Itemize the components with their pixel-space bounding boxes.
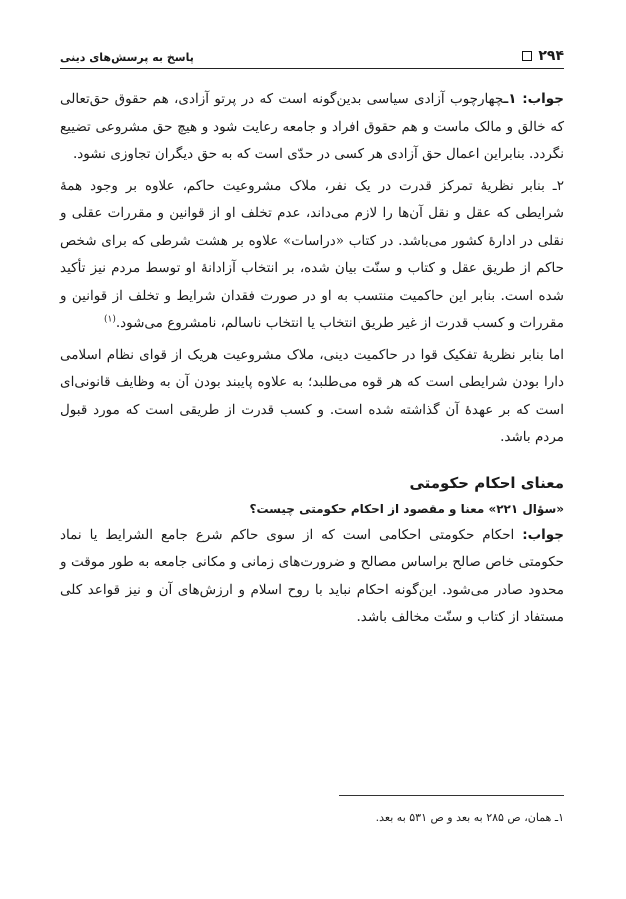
section-title: معنای احکام حکومتی <box>409 473 564 492</box>
paragraph-1 <box>60 86 564 169</box>
page-header <box>60 38 564 64</box>
answer-text: احکام حکومتی احکامی است که از سوی حاکم شرع جامع الشرایط یا نماد حکومتی خاص صالح براساس مصالح و ضرورت‌های زمانی و مکانی جامعه به طور موقت و محدود صادر می‌شود. این‌گونه احکام نباید با روح اسلام و ارزش‌های آن و نیز قواعد کلی مستفاد از کتاب و سنّت مخالف باشد. <box>60 526 564 625</box>
header-divider <box>60 68 564 69</box>
answer-label-2: جواب: <box>522 526 565 543</box>
question-heading: «سؤال ۲۲۱» معنا و مقصود از احکام حکومتی چیست؟ <box>249 501 564 516</box>
footnote: ۱ـ همان، ص ۲۸۵ به بعد و ص ۵۳۱ به بعد. <box>375 811 564 824</box>
paragraph-3-text: اما بنابر نظریهٔ تفکیک قوا در حاکمیت دینی، ملاک مشروعیت هریک از قوای نظام اسلامی دارا بودن شرایطی است که هر قوه می‌طلبد؛ به علاوه پایبند بودن آن به وظایف قانونی‌ای است که بر عهدهٔ آن گذاشته شده است. و کسب قدرت از طریقی است که مورد قبول مردم باشد. <box>60 346 564 445</box>
footnote-divider <box>339 795 564 796</box>
page-body <box>60 86 564 632</box>
page-number: ۲۹۴ <box>538 48 564 64</box>
square-ornament-icon <box>522 51 532 61</box>
footnote-reference: (۱) <box>103 314 116 325</box>
answer-paragraph <box>60 522 564 632</box>
paragraph-2-text: ۲ـ بنابر نظریهٔ تمرکز قدرت در یک نفر، ملاک مشروعیت حاکم، علاوه بر وجود همهٔ شرایطی که عقل و نقل آن‌ها را لازم می‌داند، عدم تخلف او از قوانین و مقررات عقلی و نقلی در ادارهٔ کشور می‌باشد. در کتاب «دراسات» علاوه بر هشت شرطی که برای شخص حاکم از طریق عقل و کتاب و سنّت بیان شده، بر انتخاب آزادانهٔ او توسط مردم نیز تأکید شده است. بنابر این حاکمیت منتسب به او در صورت فقدان شرایط و تخلف از قوانین و مقررات و کسب قدرت از غیر طریق انتخاب یا انتخاب ناسالم، نامشروع می‌شود. <box>60 177 564 331</box>
answer-label: جواب: ۱ـ <box>503 91 564 107</box>
page-number-block <box>522 48 564 64</box>
paragraph-2 <box>60 173 564 338</box>
paragraph-1-text: چهارچوب آزادی سیاسی بدین‌گونه است که در پرتو آزادی، هم حقوق حق‌تعالی که خالق و مالک ماست و هم حقوق افراد و جامعه رعایت شود و هیچ حق مشروعی تضییع نگردد. بنابراین اعمال حق آزادی هر کسی در حدّی است که به حق دیگران تجاوزی نشود. <box>60 91 564 162</box>
paragraph-3 <box>60 342 564 452</box>
running-title: پاسخ به پرسش‌های دینی <box>60 51 194 64</box>
